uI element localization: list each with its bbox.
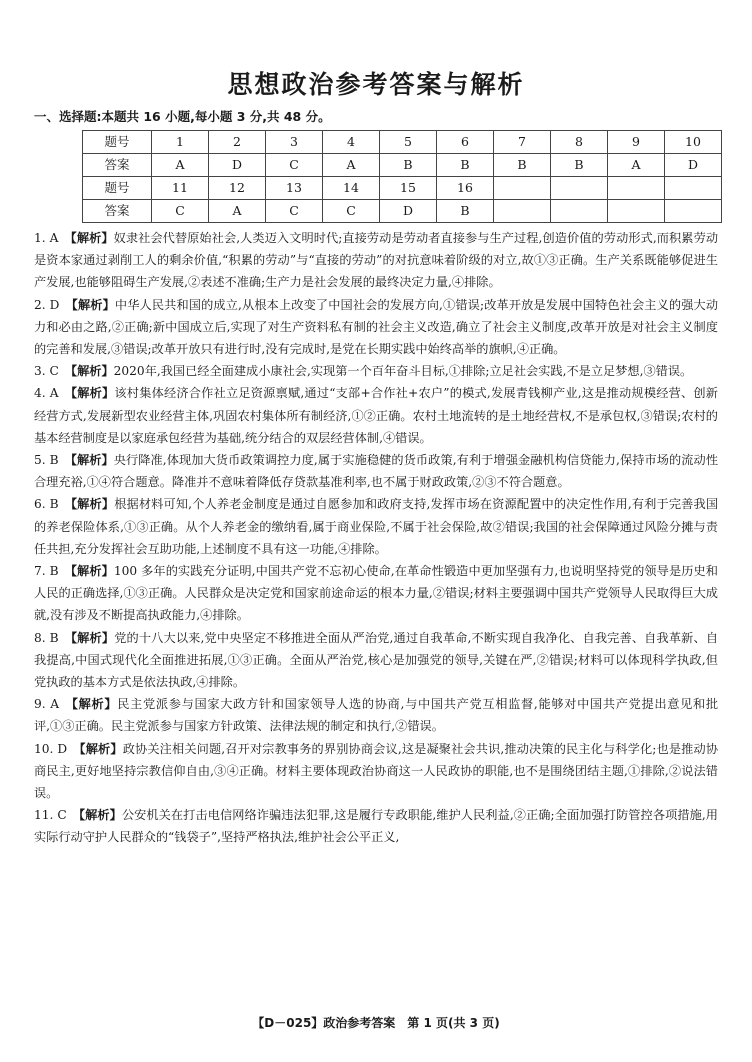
explanation-text: 民主党派参与国家大政方针和国家领导人选的协商,与中国共产党互相监督,能够对中国共产党提出意见和批评,①③正确。民主党派参与国家方针政策、法律法规的制定和执行,②错误。: [34, 697, 719, 734]
table-cell: [494, 177, 551, 200]
analysis-tag: 【解析】: [73, 741, 123, 756]
answer-table: [82, 130, 722, 223]
section-heading: 一、选择题:本题共 16 小题,每小题 3 分,共 48 分。: [34, 109, 331, 124]
analysis-tag: 【解析】: [64, 630, 115, 645]
analysis-tag: 【解析】: [72, 808, 122, 823]
table-cell: 8: [551, 131, 608, 154]
table-cell: [608, 177, 665, 200]
explanation-item: [34, 360, 718, 382]
table-cell: B: [380, 154, 437, 177]
table-cell: 13: [266, 177, 323, 200]
table-cell: A: [608, 154, 665, 177]
question-answer-label: 2. D: [34, 297, 60, 312]
analysis-tag: 【解析】: [64, 231, 114, 245]
table-cell: 6: [437, 131, 494, 154]
table-cell: B: [494, 154, 551, 177]
analysis-tag: 【解析】: [64, 364, 114, 379]
analysis-tag: 【解析】: [64, 564, 114, 579]
explanation-item: [34, 449, 718, 493]
table-cell: [494, 200, 551, 223]
explanation-item: [34, 493, 718, 560]
explanation-text: 党的十八大以来,党中央坚定不移推进全面从严治党,通过自我革命,不断实现自我净化、自我完善、自我革新、自我提高,中国式现代化全面推进拓展,①③正确。全面从严治党,核心是加强党的领导,关键在严,②错误;材料可以体现科学执政,但党执政的基本方式是依法执政,④排除。: [34, 630, 719, 690]
table-cell: C: [266, 154, 323, 177]
table-cell: C: [266, 200, 323, 223]
explanation-item: [34, 294, 718, 361]
table-cell: 3: [266, 131, 323, 154]
question-answer-label: 6. B: [34, 497, 59, 512]
explanation-item: [34, 227, 718, 294]
table-row-header: 题号: [83, 177, 152, 200]
table-cell: C: [323, 200, 380, 223]
question-answer-label: 7. B: [34, 564, 59, 579]
table-cell: 14: [323, 177, 380, 200]
explanation-item: [34, 627, 718, 694]
explanation-text: 奴隶社会代替原始社会,人类迈入文明时代;直接劳动是劳动者直接参与生产过程,创造价值的劳动形式,而积累劳动是资本家通过剥削工人的剩余价值,“积累的劳动”与“直接的劳动”的对抗意味着阶级的对立,故①③正确。生产关系既能够促进生产发展,也能够阻碍生产发展,②表述不准确;生产力是社会发展的最终决定力量,④排除。: [34, 231, 719, 290]
explanation-item: [34, 560, 718, 627]
table-cell: 9: [608, 131, 665, 154]
explanation-text: 央行降准,体现加大货币政策调控力度,属于实施稳健的货币政策,有利于增强金融机构信贷能力,保持市场的流动性合理充裕,①④符合题意。降准并不意味着降低存贷款基准利率,也不属于财政政策,②③不符合题意。: [34, 453, 719, 490]
table-cell: 4: [323, 131, 380, 154]
explanation-item: [34, 693, 718, 737]
table-cell: D: [665, 154, 722, 177]
table-row: [83, 131, 722, 154]
table-cell: A: [152, 154, 209, 177]
question-answer-label: 10. D: [34, 741, 68, 756]
table-cell: B: [551, 154, 608, 177]
explanation-text: 2020年,我国已经全面建成小康社会,实现第一个百年奋斗目标,①排除;立足社会实践,不是立足梦想,③错误。: [113, 364, 693, 379]
table-cell: [551, 177, 608, 200]
table-cell: D: [380, 200, 437, 223]
question-answer-label: 4. A: [34, 386, 59, 401]
analysis-tag: 【解析】: [64, 497, 115, 512]
explanation-item: [34, 382, 718, 449]
question-answer-label: 1. A: [34, 231, 59, 245]
table-cell: A: [323, 154, 380, 177]
analysis-tag: 【解析】: [64, 386, 115, 401]
table-cell: 12: [209, 177, 266, 200]
explanation-text: 中华人民共和国的成立,从根本上改变了中国社会的发展方向,①错误;改革开放是发展中国特色社会主义的强大动力和必由之路,②正确;新中国成立后,实现了对生产资料私有制的社会主义改造,确立了社会主义制度,改革开放是对社会主义制度的完善和发展,③错误;改革开放只有进行时,没有完成时,是党在长期实践中始终高举的旗帜,④正确。: [34, 297, 719, 357]
table-row: [83, 177, 722, 200]
table-row-header: 答案: [83, 154, 152, 177]
question-answer-label: 8. B: [34, 630, 59, 645]
table-cell: 5: [380, 131, 437, 154]
question-answer-label: 11. C: [34, 808, 67, 823]
table-cell: A: [209, 200, 266, 223]
question-answer-label: 5. B: [34, 453, 59, 468]
explanation-text: 根据材料可知,个人养老金制度是通过自愿参加和政府支持,发挥市场在资源配置中的决定性作用,有利于完善我国的养老保险体系,①③正确。从个人养老金的缴纳看,属于商业保险,不属于社会保险,故②错误;我国的社会保障通过风险分摊与责任共担,充分发挥社会互助功能,上述制度不具有这一功能,④排除。: [34, 497, 719, 556]
explanation-text: 100 多年的实践充分证明,中国共产党不忘初心使命,在革命性锻造中更加坚强有力,也说明坚持党的领导是历史和人民的正确选择,①③正确。人民群众是决定党和国家前途命运的根本力量,②错误;材料主要强调中国共产党领导人民取得巨大成就,没有涉及不断提高执政能力,④排除。: [34, 564, 718, 623]
explanation-text: 政协关注相关问题,召开对宗教事务的界别协商会议,这是凝聚社会共识,推动决策的民主化与科学化;也是推动协商民主,更好地坚持宗教信仰自由,③④正确。材料主要体现政治协商这一人民政协的职能,也不是围绕团结主题,①排除,②说法错误。: [34, 741, 719, 801]
page-footer: 【D－025】政治参考答案 第 1 页(共 3 页): [252, 1016, 500, 1030]
table-cell: 10: [665, 131, 722, 154]
table-cell: [551, 200, 608, 223]
explanation-item: [34, 738, 718, 805]
table-cell: 2: [209, 131, 266, 154]
page-title: 思想政治参考答案与解析: [227, 70, 525, 99]
table-cell: D: [209, 154, 266, 177]
explanation-text: 公安机关在打击电信网络诈骗违法犯罪,这是履行专政职能,维护人民利益,②正确;全面加强打防管控各项措施,用实际行动守护人民群众的“钱袋子”,坚持严格执法,维护社会公平正义,: [34, 808, 718, 845]
table-cell: 7: [494, 131, 551, 154]
table-cell: B: [437, 200, 494, 223]
table-cell: B: [437, 154, 494, 177]
question-answer-label: 3. C: [34, 364, 59, 379]
table-cell: [608, 200, 665, 223]
table-row: [83, 154, 722, 177]
table-row-header: 答案: [83, 200, 152, 223]
table-cell: [665, 200, 722, 223]
table-row: [83, 200, 722, 223]
table-cell: 1: [152, 131, 209, 154]
table-cell: 15: [380, 177, 437, 200]
explanation-item: [34, 804, 718, 848]
analysis-tag: 【解析】: [65, 297, 115, 312]
analysis-tag: 【解析】: [65, 697, 118, 712]
table-row-header: 题号: [83, 131, 152, 154]
analysis-tag: 【解析】: [64, 453, 114, 468]
table-cell: 16: [437, 177, 494, 200]
table-cell: [665, 177, 722, 200]
answer-table-body: [83, 131, 722, 223]
question-answer-label: 9. A: [34, 697, 59, 712]
table-cell: C: [152, 200, 209, 223]
explanation-list: [34, 227, 718, 849]
table-cell: 11: [152, 177, 209, 200]
explanation-text: 该村集体经济合作社立足资源禀赋,通过“支部+合作社+农户”的模式,发展青钱柳产业,这是推动规模经营、创新经营方式,发展新型农业经营主体,巩固农村集体所有制经济,①②正确。农村土地流转的是土地经营权,不是承包权,③错误;农村的基本经营制度是以家庭承包经营为基础,统分结合的双层经营体制,④错误。: [34, 386, 718, 445]
